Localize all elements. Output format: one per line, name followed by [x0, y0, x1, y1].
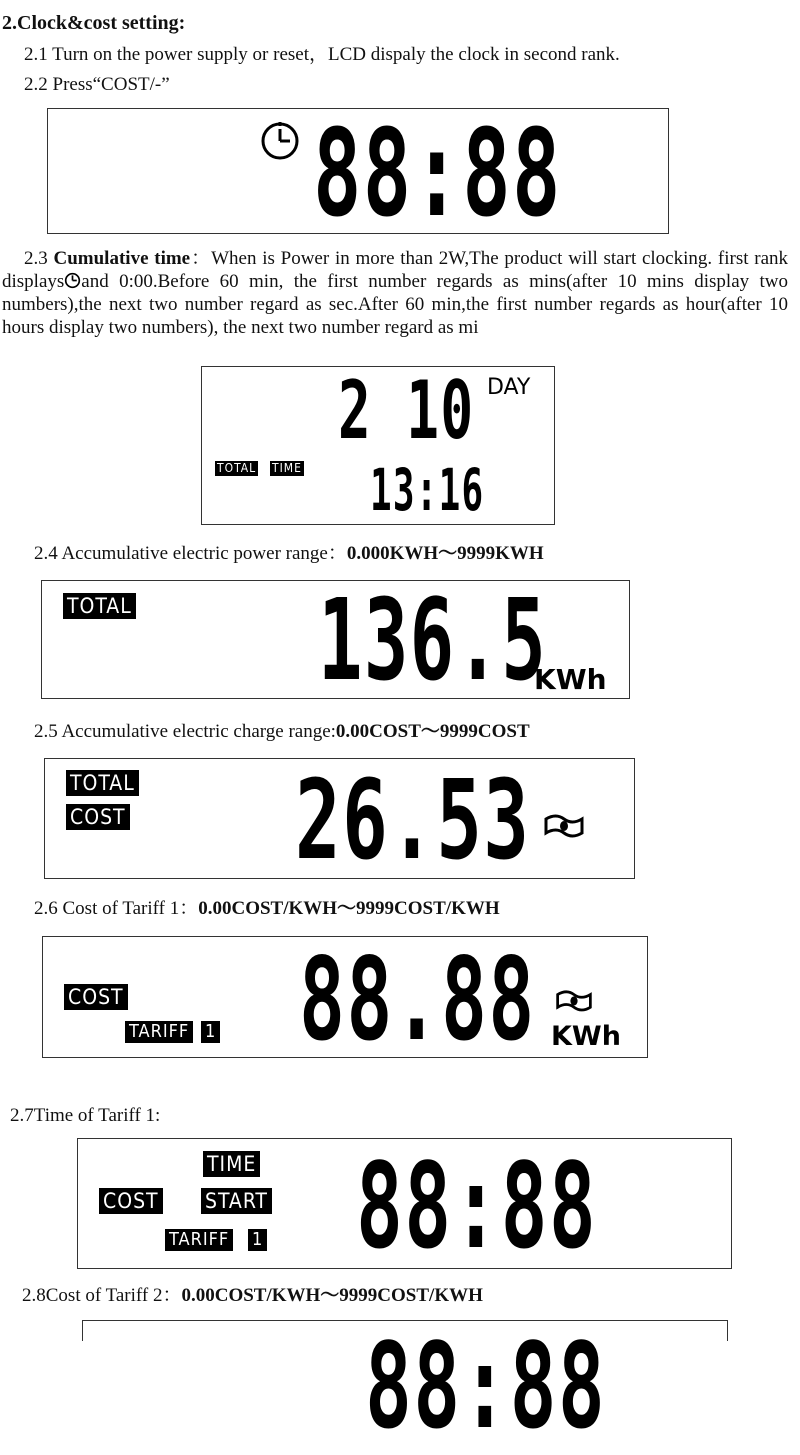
step-2-3-text-a: ：When is Power in more than 2W,The product will start clocking. first rank displays: [2, 248, 789, 292]
lcd-energy-value: 136.5: [318, 576, 548, 706]
step-2-3-text-b: and 0:00.Before 60 min, the first number regards as mins(after 10 mins display two numbers),the next two number regard as sec.After 60 min,the first number regards as hour(after 10 hours display two numbers), the next two number regard as mi: [2, 271, 788, 338]
step-2-3: [2, 247, 788, 339]
step-2-8: [22, 1284, 483, 1307]
lcd-clock-display: [47, 105, 669, 244]
step-2-8-range: 0.00COST/KWH～9999COST/KWH: [181, 1285, 483, 1306]
step-2-1: 2.1 Turn on the power supply or reset，LCD dispaly the clock in second rank.: [24, 44, 620, 65]
lcd-time-value: 13:16: [370, 456, 485, 524]
step-2-3-bold: Cumulative time: [53, 248, 191, 269]
step-2-6: [34, 897, 500, 920]
badge-cost: COST: [99, 1188, 163, 1214]
step-2-2: 2.2 Press“COST/-”: [24, 74, 170, 95]
money-icon: [542, 811, 586, 839]
lcd-tariff2-cost: [82, 1317, 728, 1455]
lcd-total-energy: [41, 576, 630, 706]
lcd-tariff1-cost: [42, 933, 648, 1066]
clock-icon: [258, 119, 302, 163]
badge-total: TOTAL: [217, 461, 257, 475]
money-icon: [554, 987, 594, 1013]
badge-total: TOTAL: [66, 770, 139, 796]
lcd-time-value: 88:88: [356, 1137, 598, 1275]
step-2-4-text: 2.4 Accumulative electric power range：: [34, 543, 347, 564]
lcd-digits: 88:88: [313, 105, 562, 244]
step-2-5: [34, 720, 530, 743]
step-2-6-range: 0.00COST/KWH～9999COST/KWH: [198, 898, 500, 919]
lcd-tariff2-value: 88:88: [365, 1317, 607, 1455]
lcd-day-value: 2 10: [338, 364, 475, 457]
lcd-cumulative-time: [201, 366, 555, 525]
badge-total: TOTAL: [63, 593, 136, 619]
badge-cost: COST: [66, 804, 130, 830]
badge-tariff-number: 1: [201, 1021, 220, 1043]
lcd-tariff-value: 88.88: [299, 933, 536, 1066]
lcd-cost-value: 26.53: [295, 756, 531, 884]
step-2-4: [34, 542, 544, 565]
badge-time: TIME: [272, 461, 302, 475]
kwh-unit: KWh: [551, 1021, 621, 1052]
badge-start: START: [201, 1188, 272, 1214]
lcd-tariff1-time: [77, 1137, 732, 1275]
section-title: 2.Clock&cost setting:: [2, 12, 186, 34]
step-2-7: 2.7Time of Tariff 1:: [10, 1105, 161, 1126]
badge-tariff: TARIFF: [165, 1229, 233, 1251]
inline-clock-icon: [64, 272, 81, 289]
step-2-5-range: 0.00COST～9999COST: [335, 721, 530, 742]
badge-tariff: TARIFF: [125, 1021, 193, 1043]
step-2-4-range: 0.000KWH～9999KWH: [346, 543, 544, 564]
day-label: DAY: [487, 375, 531, 400]
lcd-total-cost: [44, 756, 635, 884]
step-2-6-text: 2.6 Cost of Tariff 1：: [34, 898, 199, 919]
badge-tariff-number: 1: [248, 1229, 267, 1251]
badge-cost: COST: [64, 984, 128, 1010]
step-2-3-num: 2.3: [24, 248, 54, 269]
step-2-8-text: 2.8Cost of Tariff 2：: [22, 1285, 182, 1306]
badge-time: TIME: [203, 1151, 260, 1177]
step-2-5-text: 2.5 Accumulative electric charge range:: [34, 721, 336, 742]
kwh-unit: KWh: [534, 663, 607, 696]
